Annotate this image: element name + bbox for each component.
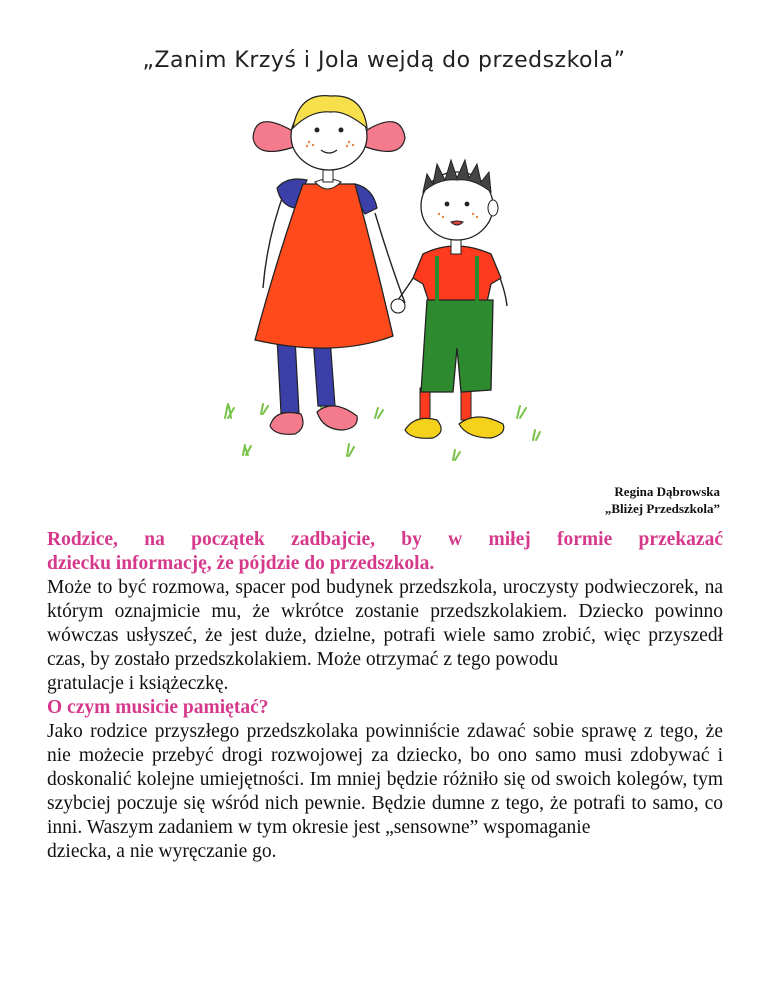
page-title: „Zanim Krzyś i Jola wejdą do przedszkola” — [142, 48, 626, 73]
section1-body-end: gratulacje i książeczkę. — [47, 673, 229, 694]
boy-figure — [391, 160, 507, 438]
article-body — [47, 528, 723, 864]
children-holding-hands-illustration — [215, 88, 550, 468]
section2-body: Jako rodzice przyszłego przedszkolaka powinniście zdawać sobie sprawę z tego, że nie możecie przebyć drogi rozwojowej za dziecko, bo ono samo musi zdobywać i doskonalić kolejne umiejętności. Im mniej będzie różniło się od swoich kolegów, tym szybciej poczuje się wśród nich pewnie. Będzie dumne z tego, że potrafi to samo, co inni. Waszym zadaniem w tym okresie jest „sensowne” wspomaganie — [47, 721, 723, 838]
section1-heading-line1: Rodzice, na początek zadbajcie, by w miłej formie przekazać — [47, 529, 723, 550]
author-credit — [605, 483, 720, 517]
section1-heading-line2: dziecku informację, że pójdzie do przedszkola. — [47, 553, 435, 574]
section2-body-end: dziecka, a nie wyręczanie go. — [47, 841, 277, 862]
section1-body: Może to być rozmowa, spacer pod budynek przedszkola, uroczysty podwieczorek, na którym oznajmicie mu, że wkrótce zostanie przedszkolakiem. Dziecko powinno wówczas usłyszeć, że jest duże, dzielne, potrafi wiele samo zrobić, więc przyszedł czas, by zostało przedszkolakiem. Może otrzymać z tego powodu — [47, 577, 723, 670]
section2-heading: O czym musicie pamiętać? — [47, 697, 269, 718]
author-name: Regina Dąbrowska — [614, 484, 720, 499]
author-source: „Bliżej Przedszkola” — [604, 501, 720, 516]
girl-figure — [253, 96, 405, 435]
